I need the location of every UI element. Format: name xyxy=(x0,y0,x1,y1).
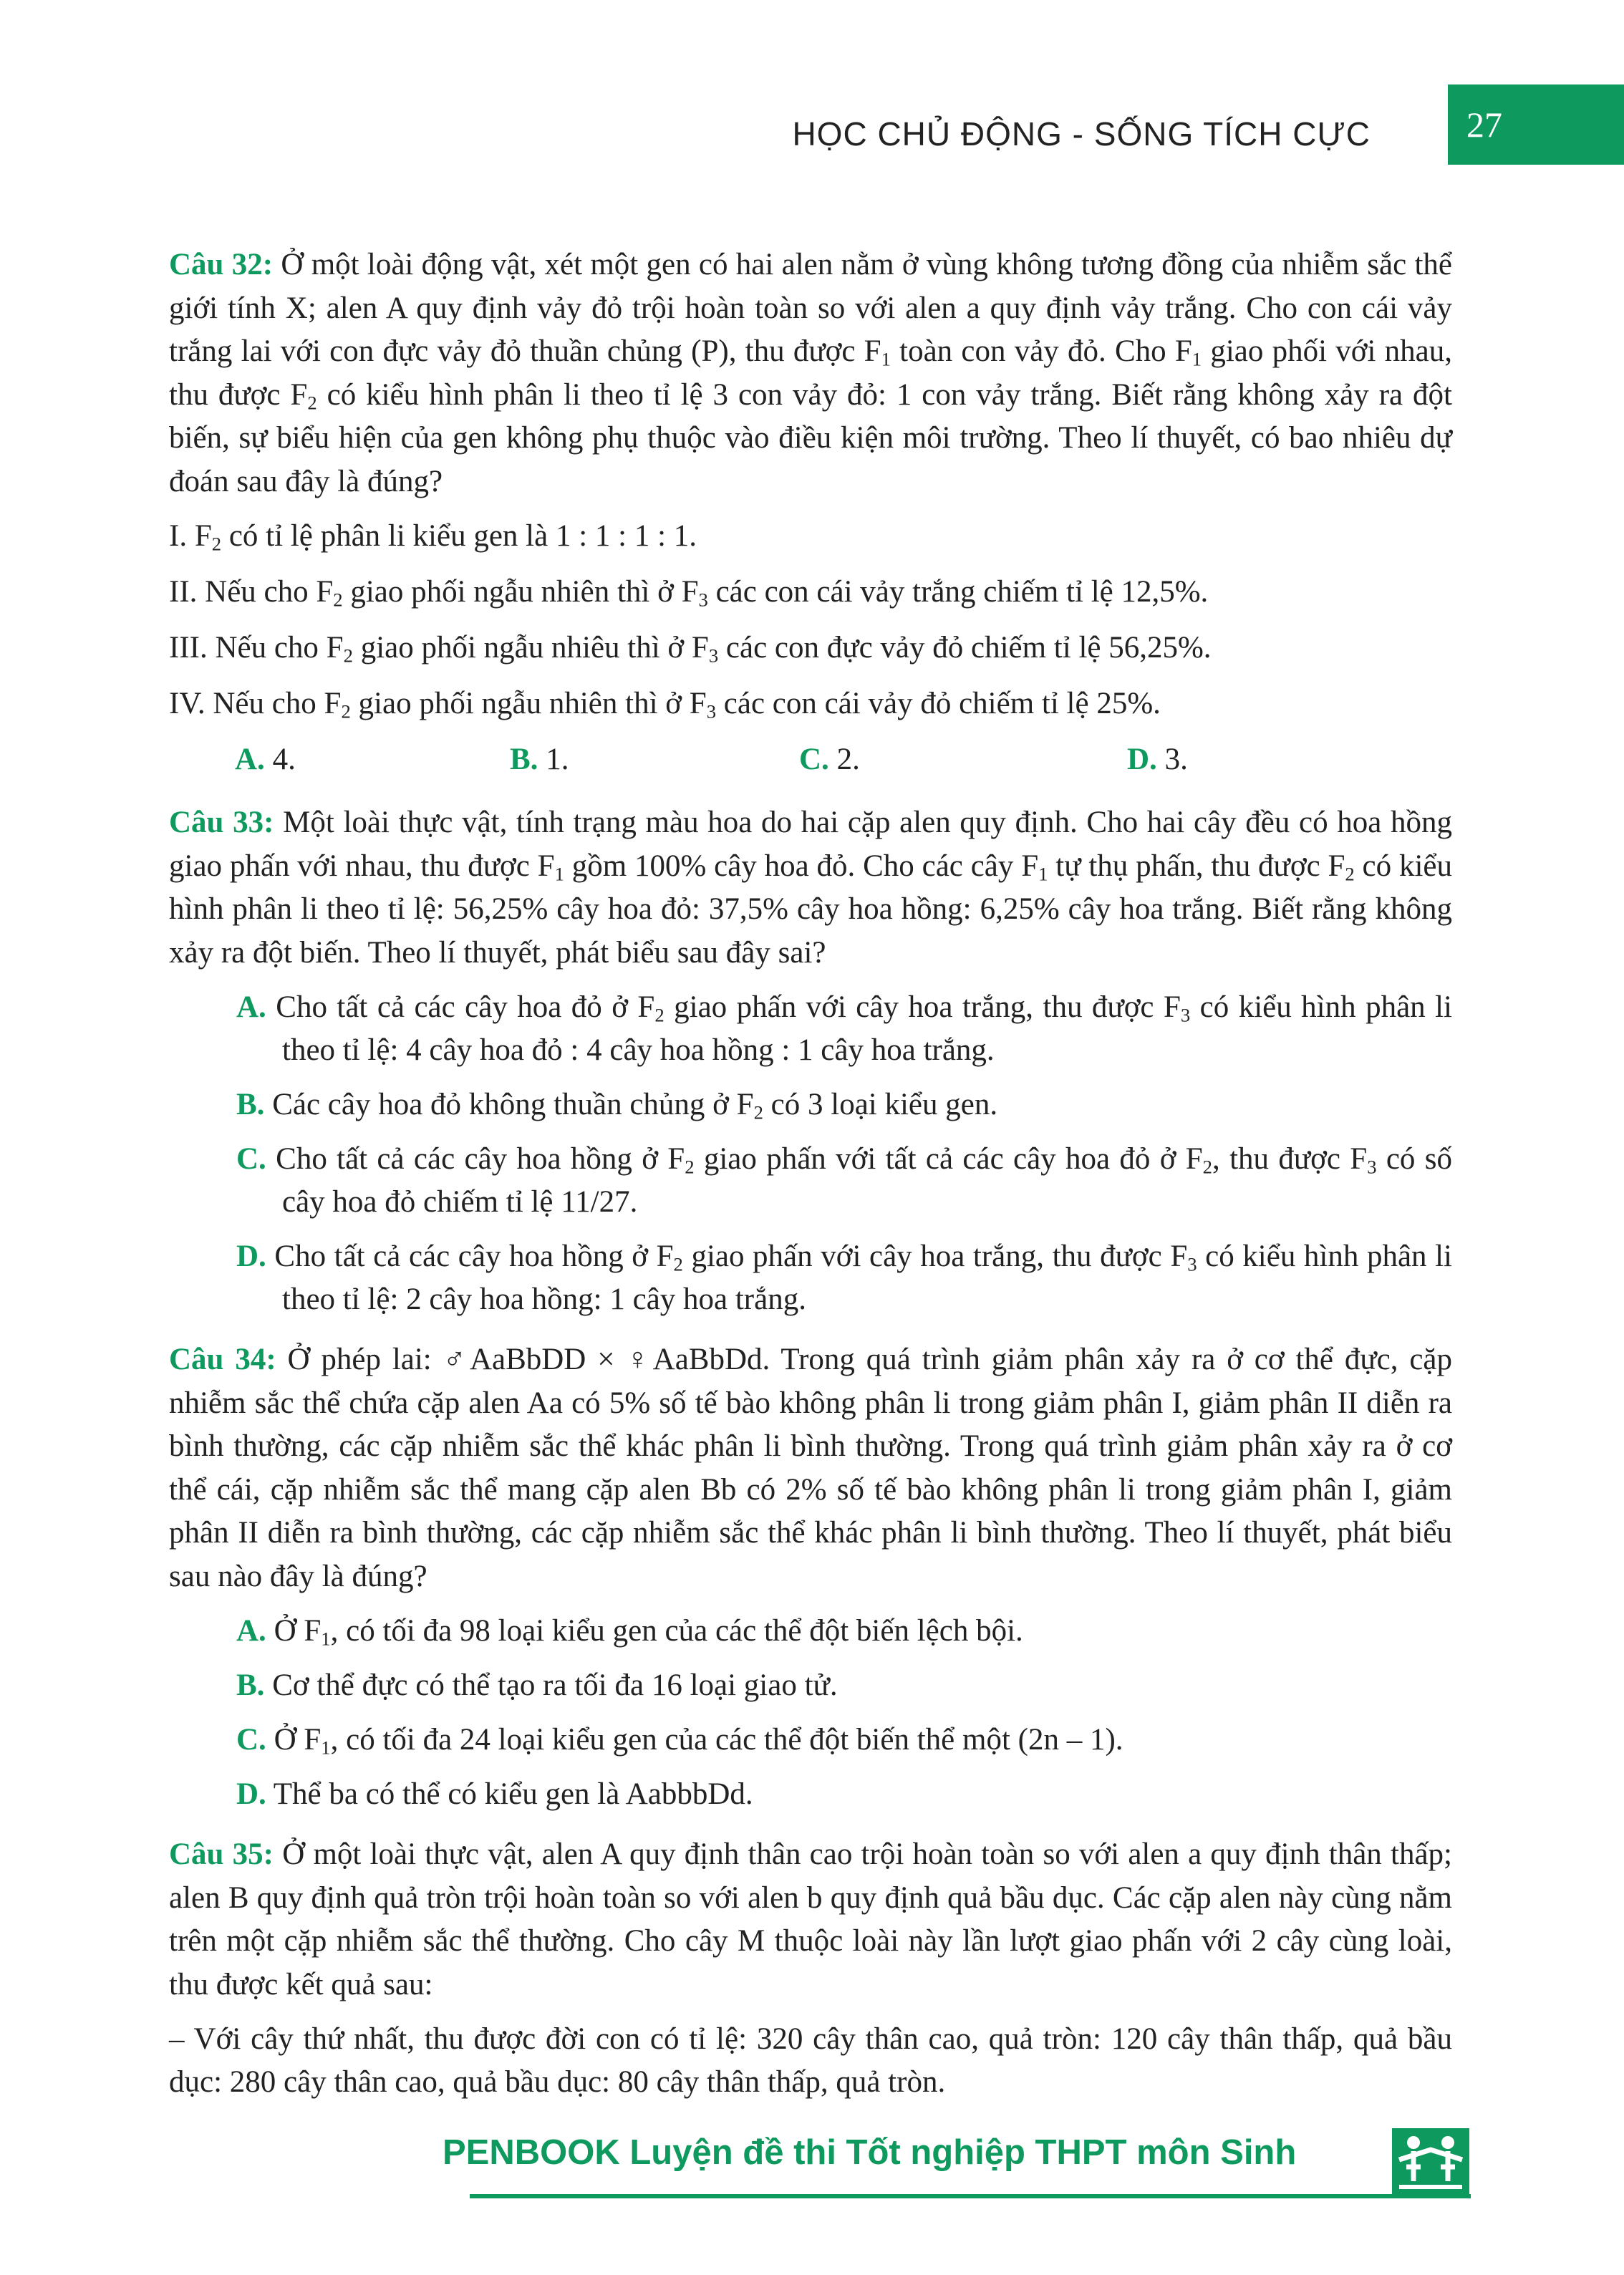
statement-2: II. Nếu cho $F_2$ giao phối ngẫu nhiên thì ở $F_3$ các con cái vảy trắng chiếm tỉ lệ 12,5%. xyxy=(169,575,1209,611)
page-number: 27 xyxy=(1466,105,1502,145)
question-35-stem: Câu 35: Ở một loài thực vật, alen A quy định thân cao trội hoàn toàn so với alen a quy định thân thấp; alen B quy định quả tròn trội hoàn toàn so với alen b quy định quả bầu dục. Các cặp alen này cùng nằm trên một cặp nhiễm sắc thể thường. Cho cây M thuộc loài này lần lượt giao phấn với 2 cây cùng loài, thu được kết quả sau: xyxy=(169,1837,1452,2001)
question-label: Câu 32: xyxy=(169,248,274,281)
option-b[interactable]: B. Cơ thể đực có thể tạo ra tối đa 16 loại giao tử. xyxy=(236,1668,838,1702)
footer-title: PENBOOK Luyện đề thi Tốt nghiệp THPT môn Sinh xyxy=(443,2133,1297,2172)
option-a[interactable]: A. Cho tất cả các cây hoa đỏ ở $F_2$ giao phấn với cây hoa trắng, thu được $F_3$ có kiểu hình phân li theo tỉ lệ: 4 cây hoa đỏ : 4 cây hoa hồng : 1 cây hoa trắng. xyxy=(236,990,1453,1067)
question-33 xyxy=(169,801,1452,1321)
header-title: HỌC CHỦ ĐỘNG - SỐNG TÍCH CỰC xyxy=(792,115,1371,153)
option-d[interactable]: D. Cho tất cả các cây hoa hồng ở $F_2$ giao phấn với cây hoa trắng, thu được $F_3$ có kiểu hình phân li theo tỉ lệ: 2 cây hoa hồng: 1 cây hoa trắng. xyxy=(236,1240,1453,1316)
statement-1: I. $F_2$ có tỉ lệ phân li kiểu gen là 1 : 1 : 1 : 1. xyxy=(169,519,697,555)
question-label: Câu 33: xyxy=(169,806,274,839)
option-a[interactable]: A. Ở $F_1$, có tối đa 98 loại kiểu gen của các thể đột biến lệch bội. xyxy=(236,1614,1023,1650)
question-34-stem: Câu 34: Ở phép lai: ♂AaBbDD × ♀AaBbDd. Trong quá trình giảm phân xảy ra ở cơ thể đực, cặp nhiễm sắc thể chứa cặp alen Aa có 5% số tế bào không phân li trong giảm phân I, giảm phân II diễn ra bình thường, các cặp nhiễm sắc thể khác phân li bình thường. Trong quá trình giảm phân xảy ra ở cơ thể cái, cặp nhiễm sắc thể mang cặp alen Bb có 2% số tế bào không phân li trong giảm phân I, giảm phân II diễn ra bình thường, các cặp nhiễm sắc thể khác phân li bình thường. Theo lí thuyết, phát biểu sau nào đây là đúng? xyxy=(169,1343,1452,1593)
option-b[interactable]: B. Các cây hoa đỏ không thuần chủng ở $F_2$ có 3 loại kiểu gen. xyxy=(236,1088,998,1124)
result-line-1: – Với cây thứ nhất, thu được đời con có tỉ lệ: 320 cây thân cao, quả tròn: 120 cây thân thấp, quả bầu dục: 280 cây thân cao, quả bầu dục: 80 cây thân thấp, quả tròn. xyxy=(169,2022,1452,2099)
question-33-stem: Câu 33: Một loài thực vật, tính trạng màu hoa do hai cặp alen quy định. Cho hai cây đều có hoa hồng giao phấn với nhau, thu được $F_1$ gồm 100% cây hoa đỏ. Cho các cây $F_1$ tự thụ phấn, thu được $F_2$ có kiểu hình phân li theo tỉ lệ: 56,25% cây hoa đỏ: 37,5% cây hoa hồng: 6,25% cây hoa trắng. Biết rằng không xảy ra đột biến. Theo lí thuyết, phát biểu sau đây sai? xyxy=(169,806,1452,970)
question-label: Câu 35: xyxy=(169,1837,274,1871)
statement-4: IV. Nếu cho $F_2$ giao phối ngẫu nhiên thì ở $F_3$ các con cái vảy đỏ chiếm tỉ lệ 25%. xyxy=(169,687,1161,723)
option-c[interactable]: C. Ở $F_1$, có tối đa 24 loại kiểu gen của các thể đột biến thể một (2n – 1). xyxy=(236,1723,1123,1759)
page-number-tab xyxy=(1448,84,1624,165)
question-35 xyxy=(169,1833,1452,2104)
option-a[interactable]: A. 4. xyxy=(235,743,296,776)
option-b[interactable]: B. 1. xyxy=(510,743,569,776)
question-34 xyxy=(169,1338,1452,1816)
option-d[interactable]: D. Thể ba có thể có kiểu gen là AabbbDd. xyxy=(236,1777,753,1811)
option-c[interactable]: C. 2. xyxy=(799,743,860,776)
option-d[interactable]: D. 3. xyxy=(1127,743,1188,776)
statement-3: III. Nếu cho $F_2$ giao phối ngẫu nhiêu thì ở $F_3$ các con đực vảy đỏ chiếm tỉ lệ 56,25%. xyxy=(169,631,1212,667)
question-label: Câu 34: xyxy=(169,1343,276,1376)
question-32 xyxy=(169,243,1452,781)
question-32-stem: Câu 32: Ở một loài động vật, xét một gen có hai alen nằm ở vùng không tương đồng của nhiễm sắc thể giới tính X; alen A quy định vảy đỏ trội hoàn toàn so với alen a quy định vảy trắng. Cho con cái vảy trắng lai với con đực vảy đỏ thuần chủng (P), thu được $F_1$ toàn con vảy đỏ. Cho $F_1$ giao phối với nhau, thu được $F_2$ có kiểu hình phân li theo tỉ lệ 3 con vảy đỏ: 1 con vảy trắng. Biết rằng không xảy ra đột biến, sự biểu hiện của gen không phụ thuộc vào điều kiện môi trường. Theo lí thuyết, có bao nhiêu dự đoán sau đây là đúng? xyxy=(169,248,1452,498)
footer-rule xyxy=(470,2194,1471,2198)
penbook-logo-icon xyxy=(1392,2128,1469,2194)
answer-options xyxy=(169,738,1452,781)
option-c[interactable]: C. Cho tất cả các cây hoa hồng ở $F_2$ giao phấn với tất cả các cây hoa đỏ ở $F_2$, thu được $F_3$ có số cây hoa đỏ chiếm tỉ lệ 11/27. xyxy=(236,1142,1452,1219)
content xyxy=(169,243,1452,2121)
